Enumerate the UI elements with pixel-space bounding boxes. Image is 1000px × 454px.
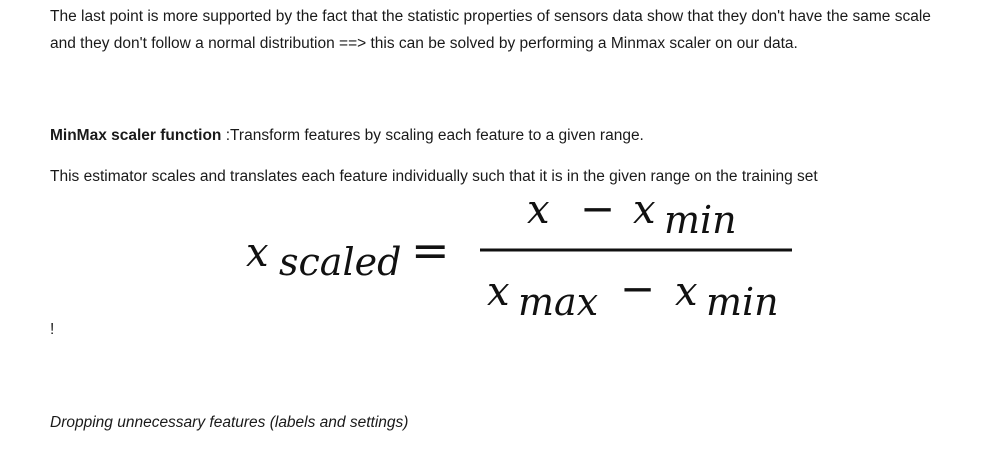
denominator-subscript: max [518, 280, 599, 324]
lhs-variable: x [246, 230, 269, 276]
minmax-title: MinMax scaler function [50, 127, 222, 144]
minmax-description: :Transform features by scaling each feature to a given range. [221, 127, 644, 144]
numerator-subscript: min [664, 198, 737, 242]
estimator-description: This estimator scales and translates each feature individually such that it is in the given range on the training set [50, 168, 818, 185]
intro-line-2: and they don't follow a normal distribution ==> this can be solved by performing a Minmax scaler on our data. [50, 35, 798, 52]
stray-exclamation: ! [50, 321, 55, 338]
lhs-subscript: scaled [279, 240, 402, 284]
numerator-variable: x [527, 187, 550, 233]
numerator-minus: − [580, 184, 616, 233]
equals-sign: = [411, 223, 450, 277]
numerator-variable-2: x [633, 187, 656, 233]
denominator-subscript-2: min [706, 280, 779, 324]
denominator-minus: − [620, 264, 656, 313]
dropping-features-note: Dropping unnecessary features (labels and settings) [50, 414, 409, 431]
denominator-variable: x [487, 269, 510, 315]
denominator-variable-2: x [675, 269, 698, 315]
intro-line-1: The last point is more supported by the fact that the statistic properties of sensors data show that they don't have the same scale [50, 8, 931, 25]
